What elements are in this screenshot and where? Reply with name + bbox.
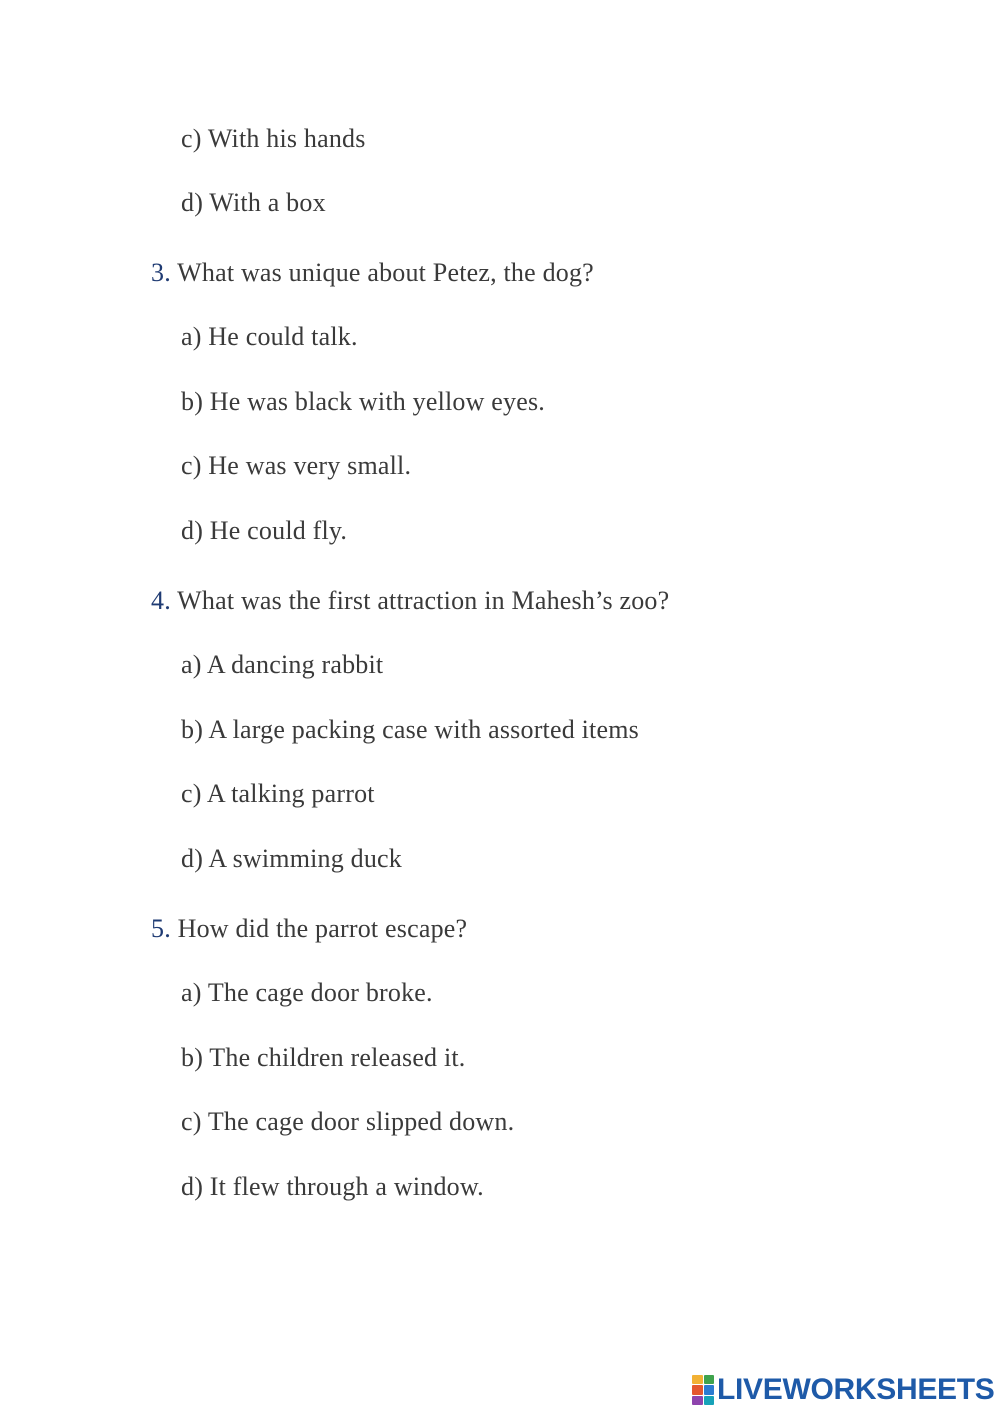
logo-tiles-icon (692, 1375, 714, 1405)
liveworksheets-logo (692, 1372, 995, 1408)
q2-option-c: c) With his hands (181, 124, 366, 153)
question-3 (151, 258, 594, 288)
q4-option-c: c) A talking parrot (181, 779, 375, 808)
q3-option-a: a) He could talk. (181, 322, 358, 351)
question-3-text: What was unique about Petez, the dog? (170, 258, 594, 287)
q3-option-d: d) He could fly. (181, 516, 348, 545)
q3-option-c: c) He was very small. (181, 451, 412, 480)
question-3-number: 3. (151, 258, 171, 287)
question-4-text: What was the first attraction in Mahesh’s zoo? (170, 586, 670, 615)
question-5 (151, 914, 467, 944)
q3-option-b: b) He was black with yellow eyes. (181, 387, 545, 416)
q2-option-d: d) With a box (181, 188, 326, 217)
logo-tile (704, 1396, 715, 1405)
q5-option-b: b) The children released it. (181, 1043, 466, 1072)
q4-option-d: d) A swimming duck (181, 844, 402, 873)
logo-tile (692, 1396, 703, 1405)
logo-text: LIVEWORKSHEETS (717, 1373, 995, 1406)
question-5-text: How did the parrot escape? (170, 914, 468, 943)
q4-option-a: a) A dancing rabbit (181, 650, 384, 679)
q4-option-b: b) A large packing case with assorted items (181, 715, 639, 744)
logo-tile (692, 1375, 703, 1384)
q5-option-a: a) The cage door broke. (181, 978, 433, 1007)
logo-tile (692, 1385, 703, 1394)
logo-tile (704, 1375, 715, 1384)
question-4-number: 4. (151, 586, 171, 615)
question-5-number: 5. (151, 914, 171, 943)
logo-tile (704, 1385, 715, 1394)
question-4 (151, 586, 669, 616)
q5-option-c: c) The cage door slipped down. (181, 1107, 515, 1136)
q5-option-d: d) It flew through a window. (181, 1172, 484, 1201)
